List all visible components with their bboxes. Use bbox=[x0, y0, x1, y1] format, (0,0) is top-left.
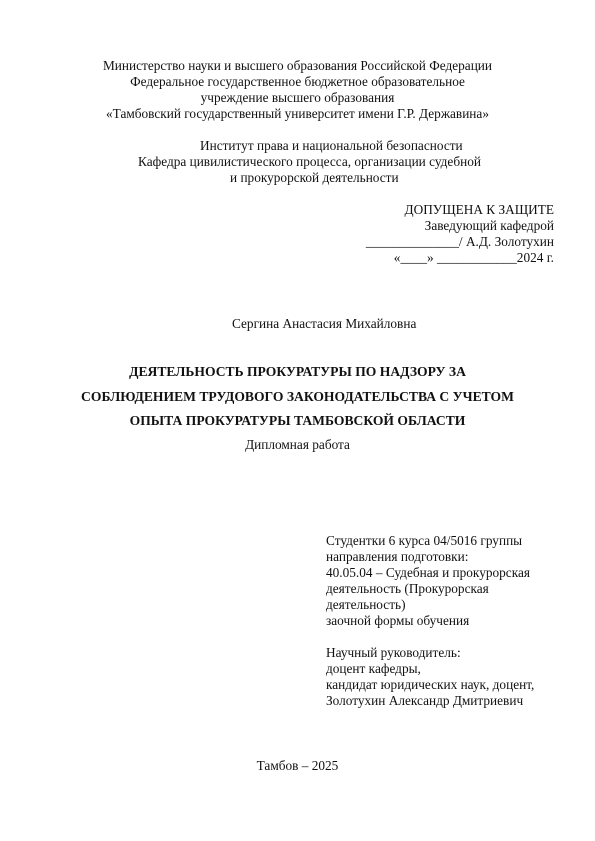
ministry-line: Министерство науки и высшего образования Российской Федерации bbox=[102, 58, 493, 73]
city-year: Тамбов – 2025 bbox=[256, 758, 339, 773]
approval-date-line: «____» ____________2024 г. bbox=[393, 250, 554, 265]
student-line-3: 40.05.04 – Судебная и прокурорская bbox=[326, 565, 530, 580]
department-line-1: Кафедра цивилистического процесса, организации судебной bbox=[138, 154, 481, 169]
thesis-title-line-1: ДЕЯТЕЛЬНОСТЬ ПРОКУРАТУРЫ ПО НАДЗОРУ ЗА bbox=[129, 364, 466, 379]
supervisor-line-2: доцент кафедры, bbox=[326, 661, 421, 676]
department-head-label: Заведующий кафедрой bbox=[424, 218, 554, 233]
supervisor-line-1: Научный руководитель: bbox=[326, 645, 461, 660]
admitted-label: ДОПУЩЕНА К ЗАЩИТЕ bbox=[404, 202, 554, 217]
student-line-2: направления подготовки: bbox=[326, 549, 469, 564]
supervisor-line-4: Золотухин Александр Дмитриевич bbox=[326, 693, 524, 708]
student-line-5: деятельность) bbox=[326, 597, 406, 612]
student-line-4: деятельность (Прокурорская bbox=[326, 581, 489, 596]
department-line-2: и прокурорской деятельности bbox=[230, 170, 399, 185]
thesis-title-line-2: СОБЛЮДЕНИЕМ ТРУДОВОГО ЗАКОНОДАТЕЛЬСТВА С УЧЕТОМ bbox=[81, 389, 514, 404]
supervisor-line-3: кандидат юридических наук, доцент, bbox=[326, 677, 535, 692]
signature-line: ______________/ А.Д. Золотухин bbox=[365, 234, 554, 249]
student-line-6: заочной формы обучения bbox=[326, 613, 470, 628]
institute-line: Институт права и национальной безопасности bbox=[200, 138, 463, 153]
student-line-1: Студентки 6 курса 04/5016 группы bbox=[326, 533, 523, 548]
institution-line-2: учреждение высшего образования bbox=[200, 90, 395, 105]
work-type: Дипломная работа bbox=[245, 437, 350, 452]
university-line: «Тамбовский государственный университет имени Г.Р. Державина» bbox=[106, 106, 489, 121]
author-name: Сергина Анастасия Михайловна bbox=[232, 316, 417, 331]
institution-line-1: Федеральное государственное бюджетное образовательное bbox=[130, 74, 465, 89]
thesis-title-line-3: ОПЫТА ПРОКУРАТУРЫ ТАМБОВСКОЙ ОБЛАСТИ bbox=[129, 413, 466, 428]
